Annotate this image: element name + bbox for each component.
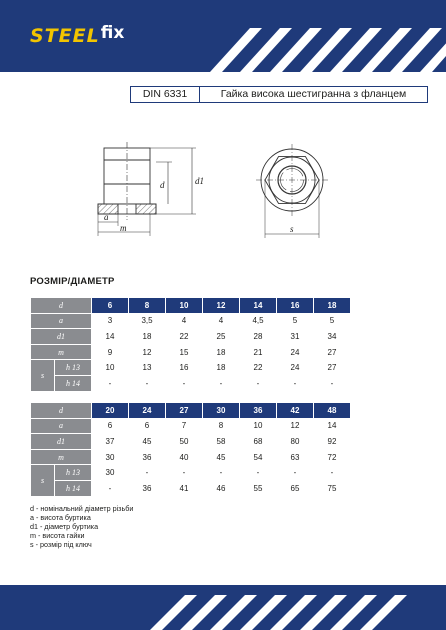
table-row bbox=[31, 344, 351, 360]
value-cell: 37 bbox=[92, 434, 129, 450]
side-view-drawing bbox=[98, 142, 196, 236]
value-cell: 5 bbox=[314, 313, 351, 329]
value-cell: 40 bbox=[166, 449, 203, 465]
value-cell: 4,5 bbox=[240, 313, 277, 329]
technical-drawing bbox=[92, 140, 337, 240]
value-cell: 15 bbox=[166, 344, 203, 360]
value-cell: 3 bbox=[92, 313, 129, 329]
steelfix-logo bbox=[30, 25, 124, 46]
header-label-d: d bbox=[31, 298, 92, 314]
sub-row-label: h 14 bbox=[55, 480, 92, 496]
header-label-d: d bbox=[31, 403, 92, 419]
value-cell: 45 bbox=[129, 434, 166, 450]
value-cell: 6 bbox=[92, 418, 129, 434]
value-cell: 7 bbox=[166, 418, 203, 434]
value-cell: 6 bbox=[129, 418, 166, 434]
value-cell: 58 bbox=[203, 434, 240, 450]
row-label: a bbox=[31, 418, 92, 434]
value-cell: 63 bbox=[277, 449, 314, 465]
value-cell: 4 bbox=[203, 313, 240, 329]
footer-stripes-decoration bbox=[0, 585, 446, 630]
logo-steel-text: STEEL bbox=[30, 25, 100, 47]
value-cell: 27 bbox=[314, 360, 351, 376]
value-cell: 72 bbox=[314, 449, 351, 465]
value-cell: 8 bbox=[203, 418, 240, 434]
value-cell: 46 bbox=[203, 480, 240, 496]
logo-fix-text: fix bbox=[100, 23, 125, 43]
value-cell: - bbox=[166, 375, 203, 391]
drawing-label-d: d bbox=[160, 180, 165, 190]
value-cell: 18 bbox=[129, 329, 166, 345]
value-cell: 30 bbox=[92, 465, 129, 481]
table-row bbox=[31, 418, 351, 434]
value-cell: 18 bbox=[203, 344, 240, 360]
legend-item: d - номінальний діаметр різьби bbox=[30, 504, 134, 513]
size-cell: 10 bbox=[166, 298, 203, 314]
value-cell: - bbox=[92, 480, 129, 496]
header-banner bbox=[0, 0, 446, 72]
footer-banner bbox=[0, 585, 446, 630]
drawing-label-d1: d1 bbox=[195, 176, 204, 186]
value-cell: 21 bbox=[240, 344, 277, 360]
value-cell: 14 bbox=[314, 418, 351, 434]
value-cell: - bbox=[203, 375, 240, 391]
value-cell: - bbox=[240, 465, 277, 481]
header-stripes-decoration bbox=[160, 0, 446, 72]
value-cell: - bbox=[129, 375, 166, 391]
value-cell: - bbox=[277, 375, 314, 391]
value-cell: 27 bbox=[314, 344, 351, 360]
value-cell: 12 bbox=[129, 344, 166, 360]
legend-item: a - висота буртика bbox=[30, 513, 91, 522]
table-row bbox=[31, 375, 351, 391]
value-cell: 10 bbox=[92, 360, 129, 376]
legend-item: s - розмір під ключ bbox=[30, 540, 92, 549]
size-cell: 12 bbox=[203, 298, 240, 314]
value-cell: 14 bbox=[92, 329, 129, 345]
value-cell: - bbox=[129, 465, 166, 481]
size-cell: 24 bbox=[129, 403, 166, 419]
value-cell: 68 bbox=[240, 434, 277, 450]
row-label: m bbox=[31, 449, 92, 465]
value-cell: 31 bbox=[277, 329, 314, 345]
size-cell: 42 bbox=[277, 403, 314, 419]
value-cell: - bbox=[277, 465, 314, 481]
legend-item: d1 - діаметр буртика bbox=[30, 522, 99, 531]
size-cell: 27 bbox=[166, 403, 203, 419]
value-cell: 36 bbox=[129, 449, 166, 465]
value-cell: 54 bbox=[240, 449, 277, 465]
value-cell: - bbox=[92, 375, 129, 391]
value-cell: 30 bbox=[92, 449, 129, 465]
legend-item: m - висота гайки bbox=[30, 531, 85, 540]
value-cell: - bbox=[166, 465, 203, 481]
sub-row-label: h 13 bbox=[55, 465, 92, 481]
drawing-label-a: a bbox=[104, 212, 109, 222]
value-cell: 75 bbox=[314, 480, 351, 496]
value-cell: - bbox=[314, 465, 351, 481]
table-row bbox=[31, 480, 351, 496]
value-cell: 24 bbox=[277, 344, 314, 360]
row-label: d1 bbox=[31, 434, 92, 450]
value-cell: 24 bbox=[277, 360, 314, 376]
value-cell: 3,5 bbox=[129, 313, 166, 329]
size-cell: 14 bbox=[240, 298, 277, 314]
row-label-s: s bbox=[31, 360, 55, 391]
size-cell: 8 bbox=[129, 298, 166, 314]
value-cell: 4 bbox=[166, 313, 203, 329]
value-cell: 25 bbox=[203, 329, 240, 345]
section-heading: РОЗМІР/ДІАМЕТР bbox=[30, 276, 115, 287]
value-cell: 22 bbox=[240, 360, 277, 376]
value-cell: 28 bbox=[240, 329, 277, 345]
drawing-label-s: s bbox=[290, 224, 294, 234]
legend bbox=[30, 504, 133, 549]
size-cell: 16 bbox=[277, 298, 314, 314]
size-cell: 30 bbox=[203, 403, 240, 419]
table-header-row bbox=[31, 298, 351, 314]
table-row bbox=[31, 434, 351, 450]
value-cell: 92 bbox=[314, 434, 351, 450]
value-cell: 41 bbox=[166, 480, 203, 496]
product-name: Гайка висока шестигранна з фланцем bbox=[220, 88, 407, 100]
value-cell: 45 bbox=[203, 449, 240, 465]
size-cell: 36 bbox=[240, 403, 277, 419]
value-cell: 65 bbox=[277, 480, 314, 496]
table-row bbox=[31, 465, 351, 481]
value-cell: 12 bbox=[277, 418, 314, 434]
value-cell: 22 bbox=[166, 329, 203, 345]
row-label: d1 bbox=[31, 329, 92, 345]
row-label: m bbox=[31, 344, 92, 360]
value-cell: - bbox=[240, 375, 277, 391]
standard-code: DIN 6331 bbox=[131, 87, 200, 102]
drawing-label-m: m bbox=[120, 223, 127, 233]
table-row bbox=[31, 449, 351, 465]
value-cell: 9 bbox=[92, 344, 129, 360]
title-bar bbox=[130, 86, 428, 103]
size-table-1 bbox=[30, 297, 351, 392]
value-cell: 5 bbox=[277, 313, 314, 329]
table-row bbox=[31, 313, 351, 329]
value-cell: 36 bbox=[129, 480, 166, 496]
table-header-row bbox=[31, 403, 351, 419]
value-cell: 18 bbox=[203, 360, 240, 376]
value-cell: 34 bbox=[314, 329, 351, 345]
value-cell: - bbox=[314, 375, 351, 391]
sub-row-label: h 14 bbox=[55, 375, 92, 391]
value-cell: - bbox=[203, 465, 240, 481]
row-label: a bbox=[31, 313, 92, 329]
row-label-s: s bbox=[31, 465, 55, 496]
size-cell: 18 bbox=[314, 298, 351, 314]
size-cell: 6 bbox=[92, 298, 129, 314]
value-cell: 13 bbox=[129, 360, 166, 376]
value-cell: 55 bbox=[240, 480, 277, 496]
value-cell: 50 bbox=[166, 434, 203, 450]
sub-row-label: h 13 bbox=[55, 360, 92, 376]
value-cell: 16 bbox=[166, 360, 203, 376]
value-cell: 80 bbox=[277, 434, 314, 450]
size-table-2 bbox=[30, 402, 351, 497]
table-row bbox=[31, 329, 351, 345]
value-cell: 10 bbox=[240, 418, 277, 434]
table-row bbox=[31, 360, 351, 376]
size-cell: 48 bbox=[314, 403, 351, 419]
size-cell: 20 bbox=[92, 403, 129, 419]
